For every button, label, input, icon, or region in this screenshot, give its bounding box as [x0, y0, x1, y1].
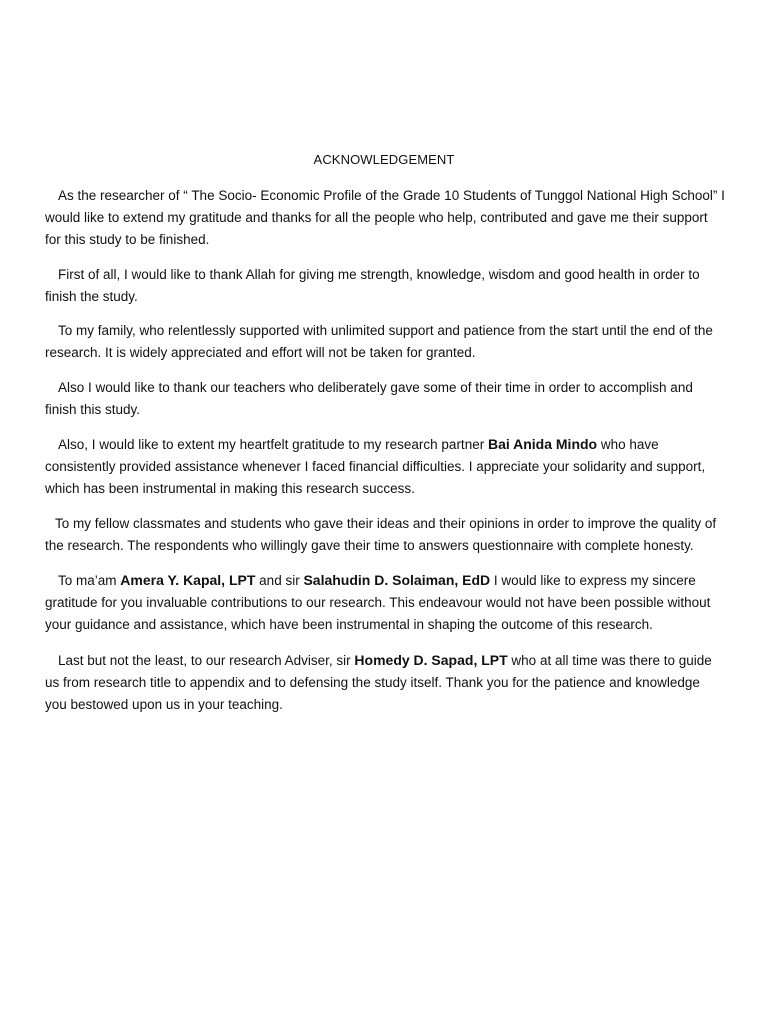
paragraph-research-partner — [45, 433, 725, 500]
paragraph-text: and sir — [255, 573, 304, 588]
adviser-name: Homedy D. Sapad, LPT — [354, 651, 508, 668]
paragraph-adviser — [45, 649, 725, 716]
paragraph-researcher: As the researcher of “ The Socio- Economic Profile of the Grade 10 Students of Tunggol National High School” I would like to extend my gratitude and thanks for all the people who help, contributed and gave me their support for this study to be finished. — [45, 188, 725, 247]
mentor-name-solaiman: Salahudin D. Solaiman, EdD — [303, 572, 491, 588]
paragraph-text: who at all time was there to guide us from research title to appendix and to defensing the study itself. Thank you for the patience and knowledge you bestowed upon us in your teaching. — [45, 652, 712, 712]
paragraph-text: Also, I would like to extent my heartfelt gratitude to my research partner — [58, 437, 488, 452]
acknowledgement-body — [45, 185, 725, 728]
paragraph-text: I would like to express my sincere gratitude for you invaluable contributions to our research. This endeavour would not have been possible without your guidance and assistance, which have been instrumental in shaping the outcome of this research. — [45, 573, 711, 632]
mentor-name-kapal: Amera Y. Kapal, LPT — [120, 572, 256, 588]
paragraph-text: who have consistently provided assistance whenever I faced financial difficulties. I appreciate your solidarity and support, which has been instrumental in making this research success. — [45, 437, 706, 496]
paragraph-text: To ma’am — [58, 573, 121, 588]
paragraph-allah: First of all, I would like to thank Allah for giving me strength, knowledge, wisdom and good health in order to finish the study. — [45, 266, 700, 304]
partner-name: Bai Anida Mindo — [487, 436, 598, 452]
paragraph-mentors — [45, 569, 725, 636]
page-title: ACKNOWLEDGEMENT — [313, 152, 455, 167]
paragraph-family: To my family, who relentlessly supported with unlimited support and patience from the start until the end of the research. It is widely appreciated and effort will not be taken for granted. — [45, 323, 713, 360]
paragraph-classmates: To my fellow classmates and students who gave their ideas and their opinions in order to improve the quality of the research. The respondents who willingly gave their time to answers questionnaire with complete honesty. — [45, 515, 717, 553]
paragraph-teachers: Also I would like to thank our teachers who deliberately gave some of their time in order to accomplish and finish this study. — [45, 379, 693, 417]
paragraph-text: Last but not the least, to our research Adviser, sir — [58, 652, 355, 668]
